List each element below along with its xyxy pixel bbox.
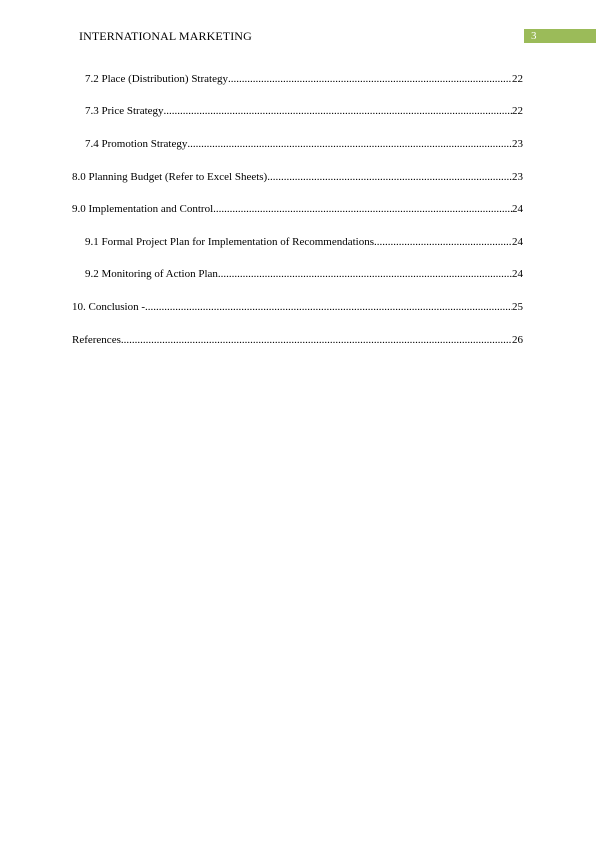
toc-entry-label: 10. Conclusion - xyxy=(72,301,146,313)
toc-entry-8-0[interactable] xyxy=(72,170,523,184)
toc-entry-label: 8.0 Planning Budget (Refer to Excel Sheets) xyxy=(72,171,268,183)
toc-entry-9-2[interactable] xyxy=(85,267,523,281)
toc-dot-leader xyxy=(187,137,512,151)
toc-entry-label: 9.2 Monitoring of Action Plan xyxy=(85,268,218,280)
toc-entry-9-0[interactable] xyxy=(72,202,523,216)
toc-entry-page: 23 xyxy=(512,138,523,150)
toc-entry-label: 9.1 Formal Project Plan for Implementation of Recommendations xyxy=(85,236,374,248)
toc-entry-references[interactable] xyxy=(72,333,523,347)
toc-entry-label: 9.0 Implementation and Control xyxy=(72,203,214,215)
toc-entry-page: 22 xyxy=(512,73,523,85)
toc-dot-leader xyxy=(213,202,512,216)
running-header-title: INTERNATIONAL MARKETING xyxy=(79,29,252,43)
toc-entry-page: 25 xyxy=(512,301,523,313)
toc-entry-label: References xyxy=(72,334,121,346)
toc-entry-label: 7.2 Place (Distribution) Strategy xyxy=(85,73,228,85)
toc-entry-page: 24 xyxy=(512,236,523,248)
page-number-badge: 3 xyxy=(524,29,596,43)
toc-dot-leader xyxy=(164,104,512,118)
toc-dot-leader xyxy=(218,267,512,281)
toc-entry-7-2[interactable] xyxy=(85,72,523,86)
toc-entry-10[interactable] xyxy=(72,300,523,314)
toc-entry-page: 22 xyxy=(512,105,523,117)
toc-entry-label: 7.3 Price Strategy xyxy=(85,105,164,117)
toc-entry-7-3[interactable] xyxy=(85,104,523,118)
toc-dot-leader xyxy=(121,333,512,347)
toc-dot-leader xyxy=(145,300,512,314)
toc-entry-7-4[interactable] xyxy=(85,137,523,151)
toc-entry-page: 26 xyxy=(512,334,523,346)
toc-entry-page: 23 xyxy=(512,171,523,183)
toc-entry-page: 24 xyxy=(512,268,523,280)
toc-entry-label: 7.4 Promotion Strategy xyxy=(85,138,188,150)
toc-dot-leader xyxy=(228,72,512,86)
toc-entry-page: 24 xyxy=(512,203,523,215)
toc-dot-leader xyxy=(267,170,512,184)
toc-entry-9-1[interactable] xyxy=(85,235,523,249)
toc-dot-leader xyxy=(374,235,512,249)
